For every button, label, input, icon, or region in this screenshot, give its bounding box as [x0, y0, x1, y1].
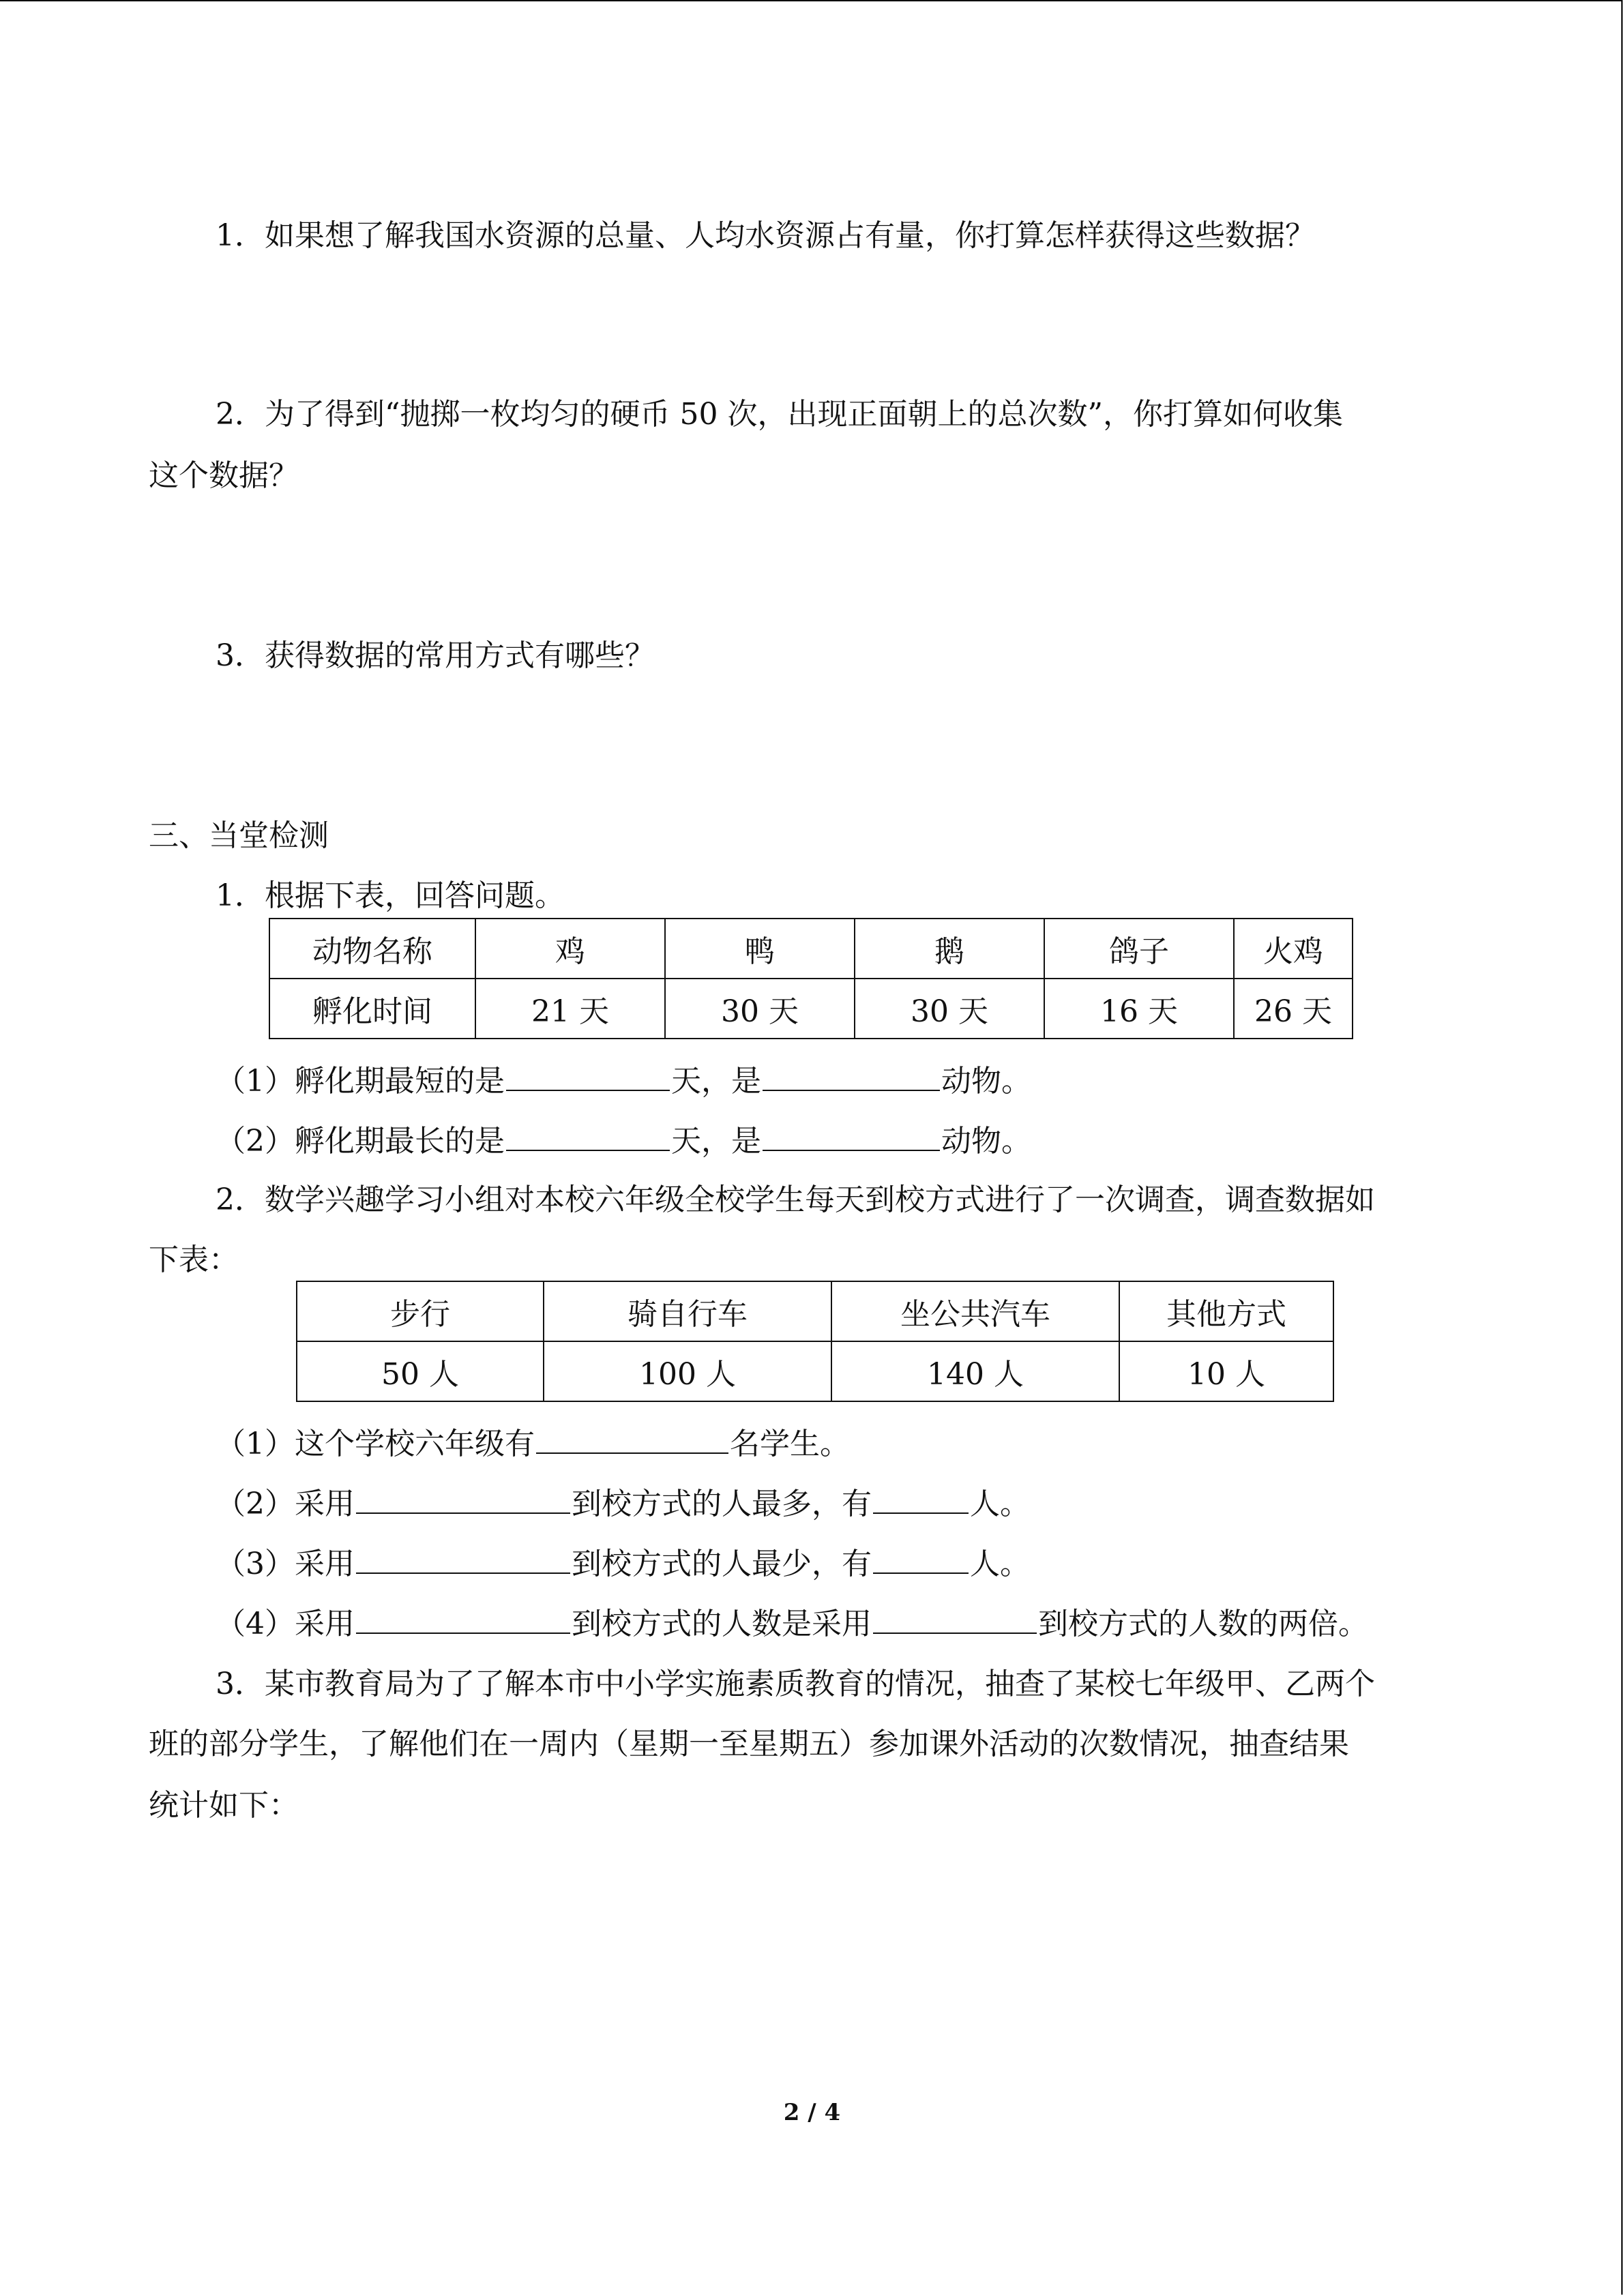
answer-blank[interactable] — [873, 1545, 969, 1574]
problem-1-sub-2: （2）孵化期最长的是 天，是 动物。 — [216, 1124, 1031, 1159]
table-row — [269, 979, 1353, 1039]
question-2-line-1: 2．为了得到“抛掷一枚均匀的硬币 50 次，出现正面朝上的总次数”，你打算如何收集 — [216, 397, 1343, 432]
table-cell: 鸭 — [665, 919, 855, 979]
table-cell: 140 人 — [831, 1341, 1119, 1401]
problem-2-sub-4: （4）采用 到校方式的人数是采用 到校方式的人数的两倍。 — [216, 1607, 1368, 1641]
problem-3-line-2: 班的部分学生，了解他们在一周内（星期一至星期五）参加课外活动的次数情况，抽查结果 — [149, 1727, 1349, 1761]
answer-blank[interactable] — [506, 1062, 670, 1091]
problem-3-line-1: 3．某市教育局为了了解本市中小学实施素质教育的情况，抽查了某校七年级甲、乙两个 — [216, 1667, 1375, 1701]
table-cell: 16 天 — [1044, 979, 1234, 1039]
table-cell: 50 人 — [297, 1341, 544, 1401]
table-row — [297, 1281, 1333, 1341]
section-heading: 三、当堂检测 — [149, 818, 329, 853]
table-cell: 鹅 — [855, 919, 1044, 979]
question-1: 1．如果想了解我国水资源的总量、人均水资源占有量，你打算怎样获得这些数据？ — [216, 218, 1315, 253]
table-cell: 鸡 — [475, 919, 665, 979]
answer-blank[interactable] — [356, 1605, 570, 1634]
answer-blank[interactable] — [763, 1122, 940, 1151]
table-cell: 其他方式 — [1119, 1281, 1333, 1341]
problem-1-intro: 1．根据下表，回答问题。 — [216, 878, 565, 913]
hatching-table — [269, 918, 1353, 1039]
answer-blank[interactable] — [356, 1485, 570, 1514]
question-3: 3．获得数据的常用方式有哪些？ — [216, 638, 655, 673]
problem-2-sub-2: （2）采用 到校方式的人最多，有 人。 — [216, 1487, 1030, 1521]
table-cell: 26 天 — [1234, 979, 1353, 1039]
table-cell: 火鸡 — [1234, 919, 1353, 979]
answer-blank[interactable] — [356, 1545, 570, 1574]
table-cell: 孵化时间 — [269, 979, 475, 1039]
problem-2-line-1: 2．数学兴趣学习小组对本校六年级全校学生每天到校方式进行了一次调查，调查数据如 — [216, 1182, 1375, 1217]
table-cell: 步行 — [297, 1281, 544, 1341]
table-cell: 30 天 — [665, 979, 855, 1039]
answer-blank[interactable] — [536, 1425, 728, 1454]
table-cell: 鸽子 — [1044, 919, 1234, 979]
table-cell: 动物名称 — [269, 919, 475, 979]
table-cell: 坐公共汽车 — [831, 1281, 1119, 1341]
problem-2-sub-3: （3）采用 到校方式的人最少，有 人。 — [216, 1547, 1030, 1581]
commute-table — [296, 1281, 1334, 1402]
table-cell: 100 人 — [544, 1341, 831, 1401]
answer-blank[interactable] — [873, 1605, 1037, 1634]
table-cell: 10 人 — [1119, 1341, 1333, 1401]
answer-blank[interactable] — [763, 1062, 940, 1091]
answer-blank[interactable] — [506, 1122, 670, 1151]
page-number: 2 / 4 — [783, 2099, 841, 2126]
problem-1-sub-1: （1）孵化期最短的是 天，是 动物。 — [216, 1064, 1031, 1099]
question-2-line-2: 这个数据？ — [149, 458, 299, 493]
table-cell: 骑自行车 — [544, 1281, 831, 1341]
problem-3-line-3: 统计如下： — [149, 1788, 299, 1823]
problem-2-sub-1: （1）这个学校六年级有 名学生。 — [216, 1427, 850, 1461]
table-cell: 21 天 — [475, 979, 665, 1039]
table-row — [269, 919, 1353, 979]
table-cell: 30 天 — [855, 979, 1044, 1039]
problem-2-line-2: 下表： — [149, 1242, 239, 1277]
answer-blank[interactable] — [873, 1485, 969, 1514]
table-row — [297, 1341, 1333, 1401]
